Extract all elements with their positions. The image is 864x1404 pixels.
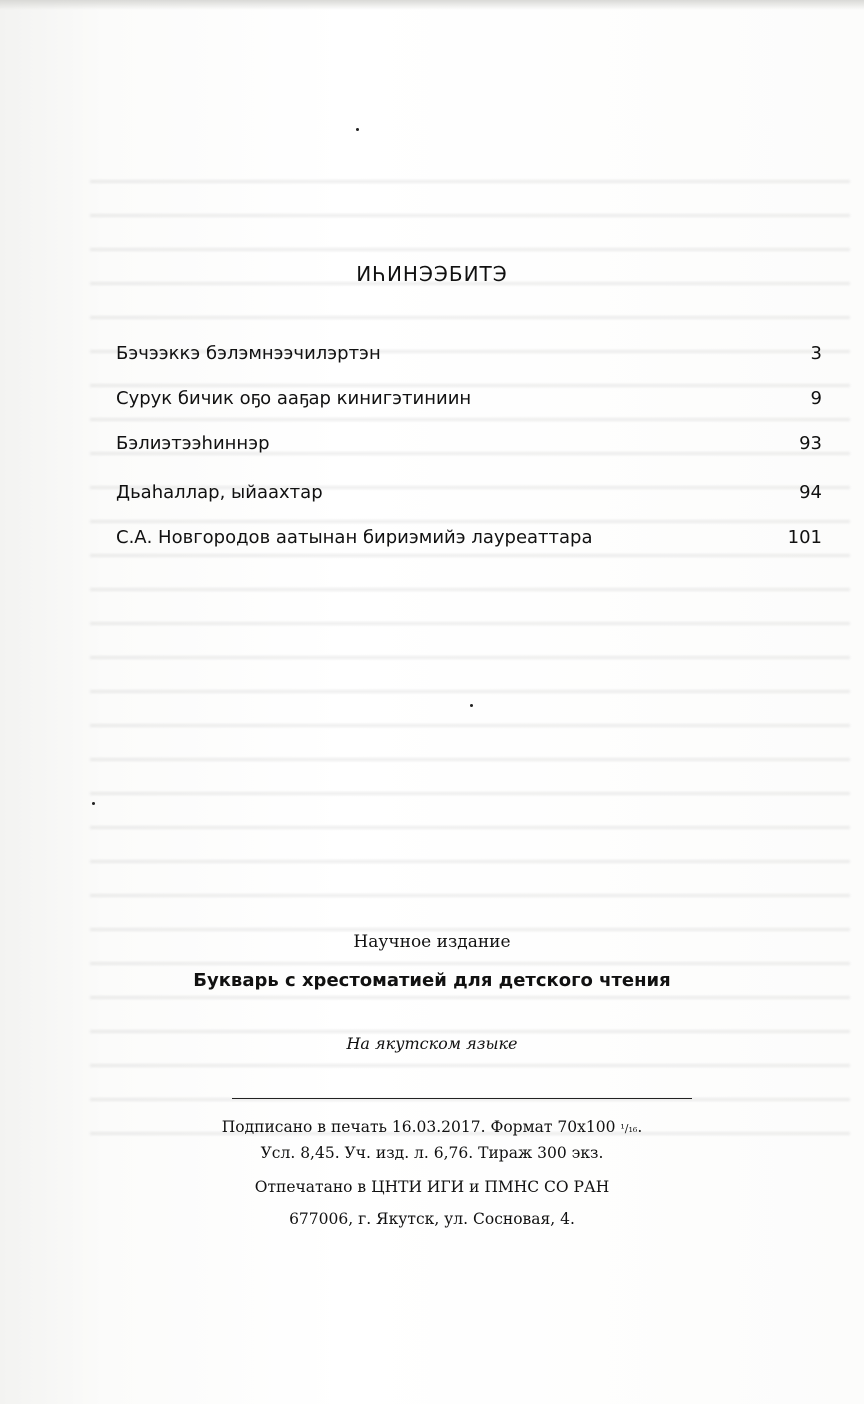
toc-entry (116, 343, 822, 373)
toc-entry-label: С.А. Новгородов аатынан бириэмийэ лауреаттара (116, 527, 593, 548)
paper-edge (0, 0, 864, 10)
toc-entry (116, 527, 822, 557)
format-fraction: ¹/₁₆ (620, 1122, 638, 1135)
toc-entry-label: Сурук бичик оҕо ааҕар кинигэтиниин (116, 388, 472, 409)
dust-speck (470, 704, 473, 707)
book-title: Букварь с хрестоматией для детского чтения (193, 970, 671, 991)
format-tail: . (637, 1118, 643, 1136)
toc-entry-page: 93 (799, 433, 822, 454)
printer: Отпечатано в ЦНТИ ИГИ и ПМНС СО РАН (254, 1178, 610, 1196)
dust-speck (92, 802, 95, 805)
toc-entry-page: 94 (799, 482, 822, 503)
toc-entry-label: Дьаһаллар, ыйаахтар (116, 482, 323, 503)
signed-to-print-line (0, 1118, 864, 1136)
toc-entry-page: 9 (810, 388, 822, 409)
toc-entry-page: 101 (787, 527, 822, 548)
toc-entry (116, 482, 822, 512)
signed-to-print: Подписано в печать 16.03.2017. Формат 70х100 (221, 1118, 621, 1136)
print-run: Усл. 8,45. Уч. изд. л. 6,76. Тираж 300 экз. (260, 1144, 604, 1162)
toc-entry-label: Бэчээккэ бэлэмнээчилэртэн (116, 343, 381, 364)
publication-language: На якутском языке (346, 1034, 518, 1053)
contents-title: ИҺИНЭЭБИТЭ (356, 262, 508, 286)
reverse-side-bleed (90, 160, 850, 1160)
divider (232, 1098, 692, 1099)
dust-speck (356, 128, 359, 131)
toc-entry-label: Бэлиэтээһиннэр (116, 433, 270, 454)
toc-entry (116, 433, 822, 463)
toc-entry (116, 388, 822, 418)
toc-entry-page: 3 (810, 343, 822, 364)
printer-address: 677006, г. Якутск, ул. Сосновая, 4. (289, 1210, 575, 1228)
publication-kind: Научное издание (353, 932, 511, 952)
